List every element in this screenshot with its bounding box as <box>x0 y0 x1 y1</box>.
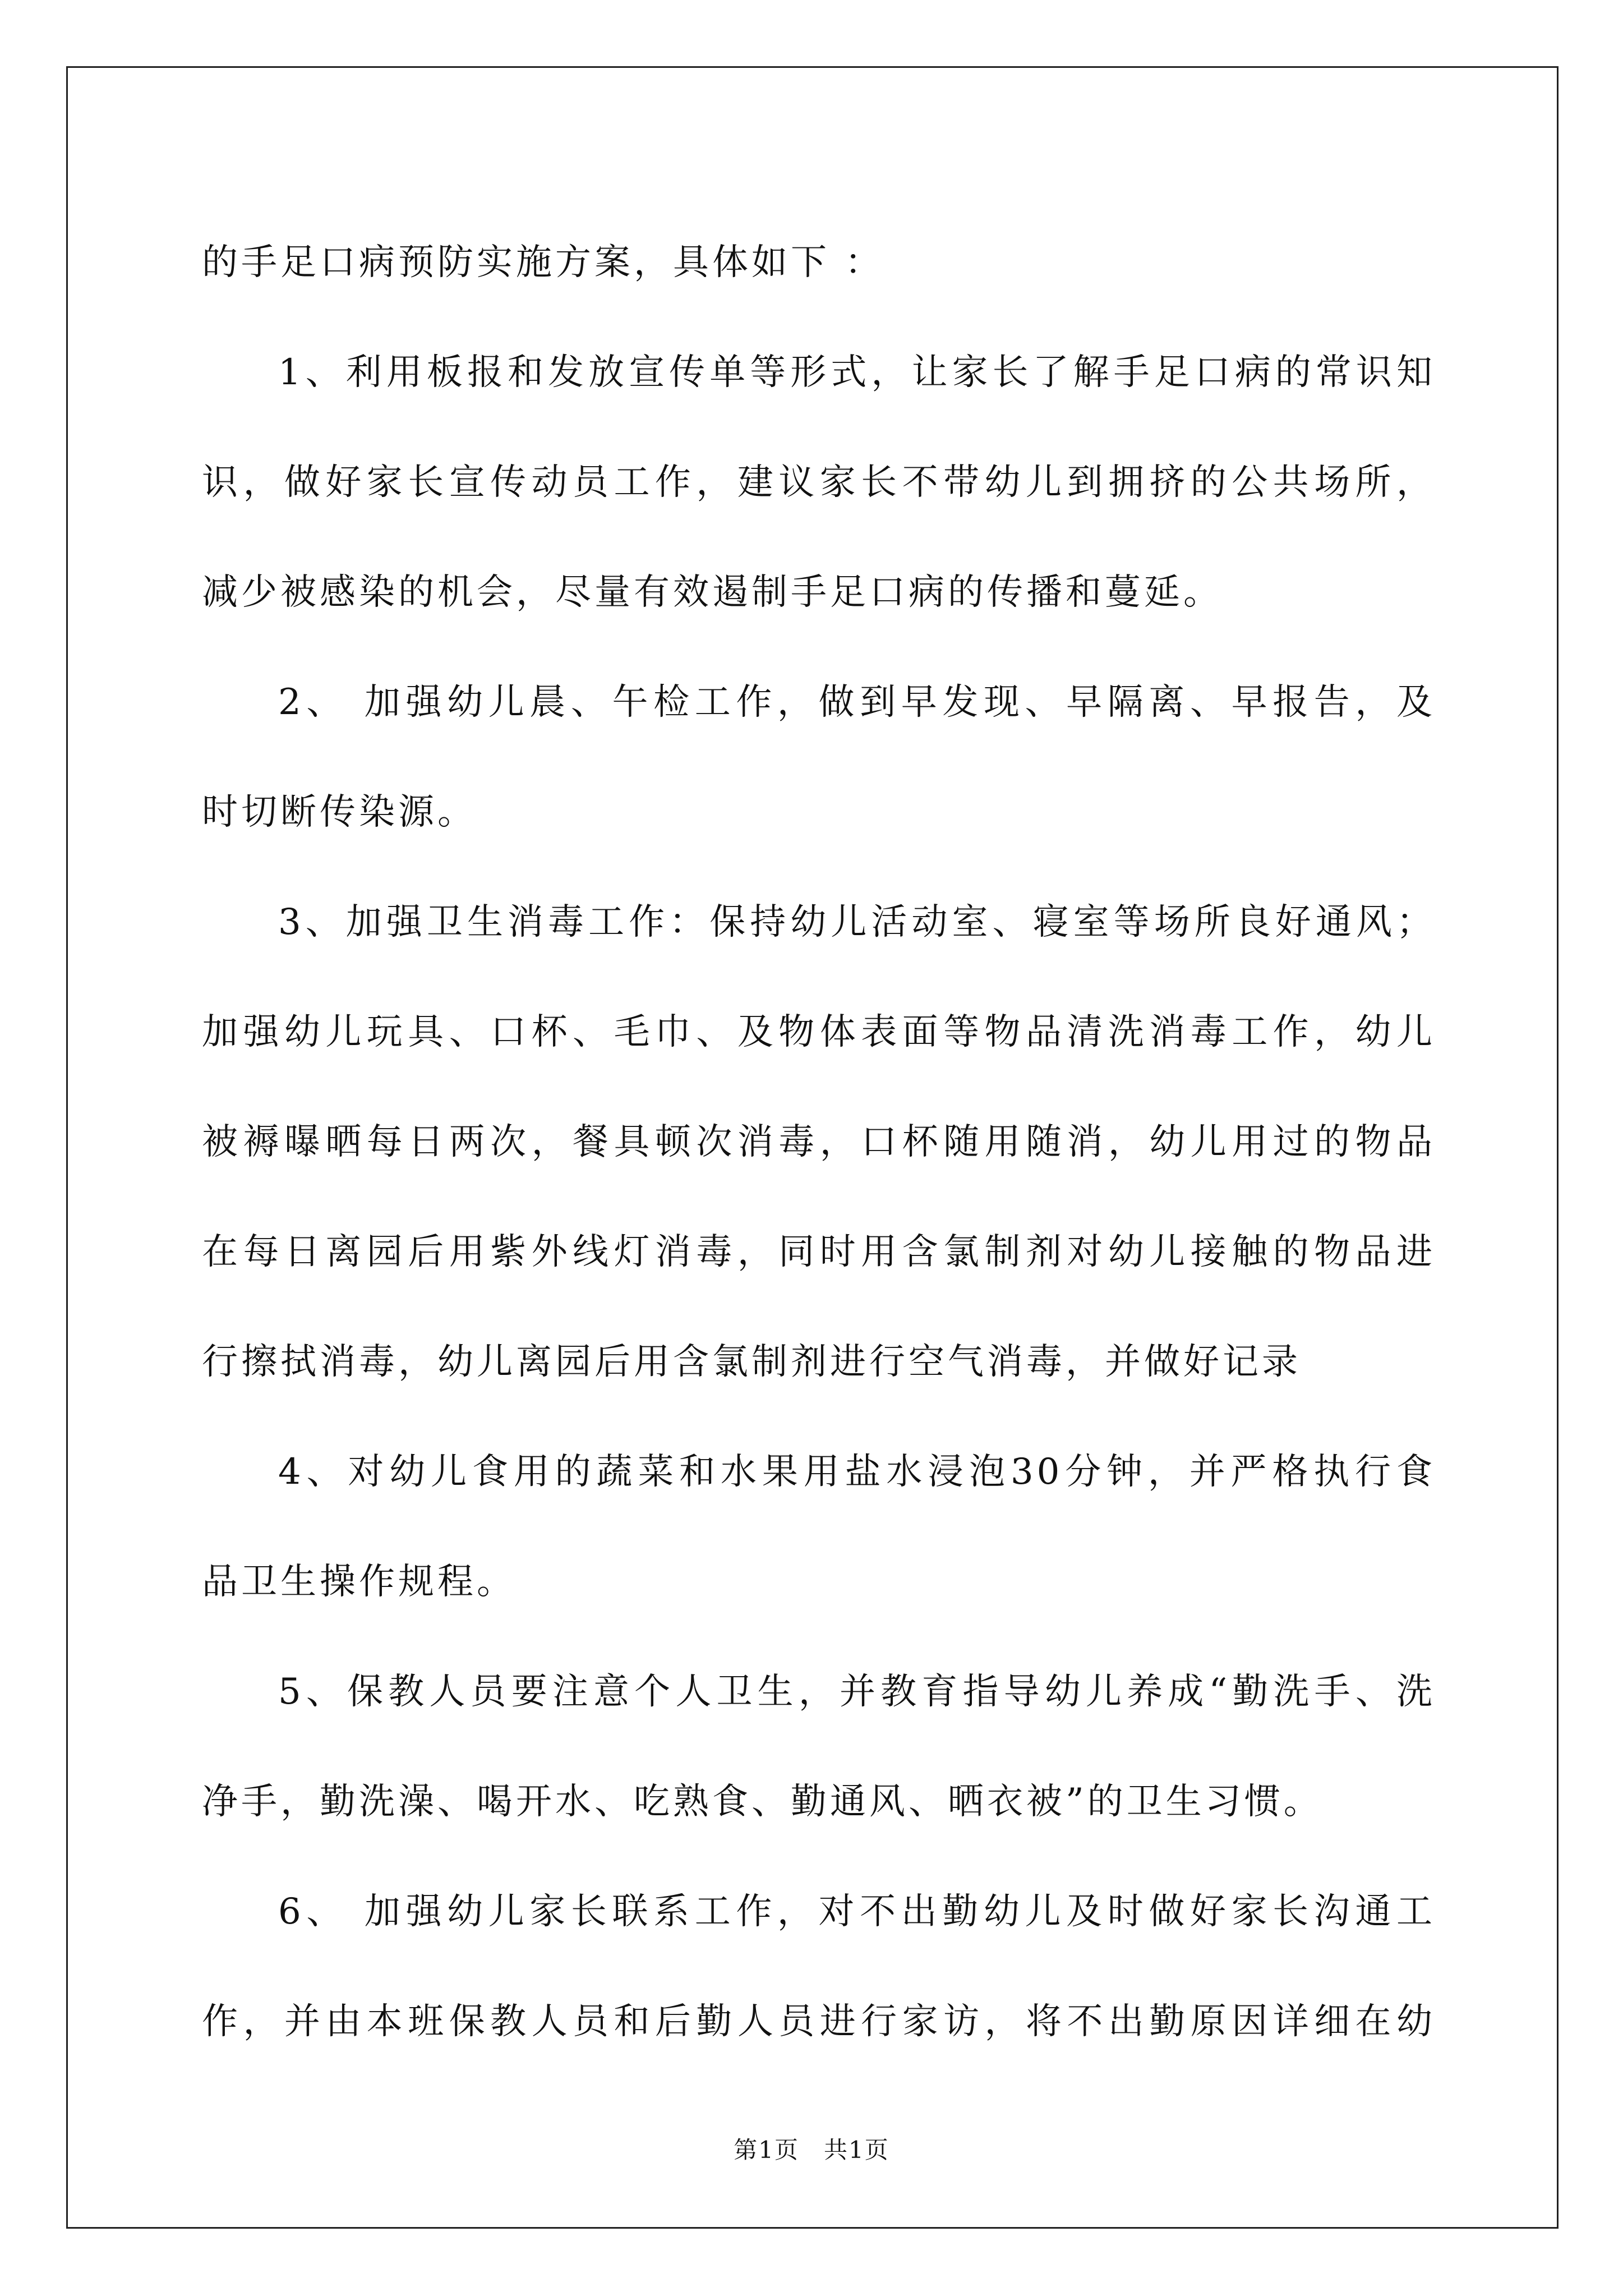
text-line: 6、 加强幼儿家长联系工作，对不出勤幼儿及时做好家长沟通工 <box>278 1891 1436 1932</box>
text-line: 3、加强卫生消毒工作：保持幼儿活动室、寝室等场所良好通风； <box>278 901 1436 943</box>
text-line: 减少被感染的机会，尽量有效遏制手足口病的传播和蔓延。 <box>202 572 1223 613</box>
text-line: 1、利用板报和发放宣传单等形式，让家长了解手足口病的常识知 <box>278 352 1436 393</box>
text-line: 品卫生操作规程。 <box>202 1561 516 1603</box>
text-line: 净手，勤洗澡、喝开水、吃熟食、勤通风、晒衣被”的卫生习惯。 <box>202 1781 1323 1823</box>
text-line: 的手足口病预防实施方案，具体如下 ： <box>202 242 884 283</box>
text-line: 作，并由本班保教人员和后勤人员进行家访，将不出勤原因详细在幼 <box>202 2001 1436 2042</box>
text-line: 加强幼儿玩具、口杯、毛巾、及物体表面等物品清洗消毒工作，幼儿 <box>202 1011 1436 1053</box>
text-line: 时切断传染源。 <box>202 792 477 833</box>
document-body <box>202 208 1436 2077</box>
text-line: 识，做好家长宣传动员工作，建议家长不带幼儿到拥挤的公共场所， <box>202 462 1436 503</box>
text-line: 4、对幼儿食用的蔬菜和水果用盐水浸泡30分钟，并严格执行食 <box>278 1451 1436 1493</box>
text-line: 2、 加强幼儿晨、午检工作，做到早发现、早隔离、早报告，及 <box>278 682 1436 723</box>
text-line: 行擦拭消毒，幼儿离园后用含氯制剂进行空气消毒，并做好记录 <box>202 1341 1301 1383</box>
text-line: 被褥曝晒每日两次，餐具顿次消毒，口杯随用随消，幼儿用过的物品 <box>202 1121 1436 1163</box>
text-line: 5、保教人员要注意个人卫生，并教育指导幼儿养成“勤洗手、洗 <box>278 1671 1436 1713</box>
text-line: 在每日离园后用紫外线灯消毒，同时用含氯制剂对幼儿接触的物品进 <box>202 1231 1436 1273</box>
page-number-footer: 第1页 共1页 <box>734 2136 889 2164</box>
